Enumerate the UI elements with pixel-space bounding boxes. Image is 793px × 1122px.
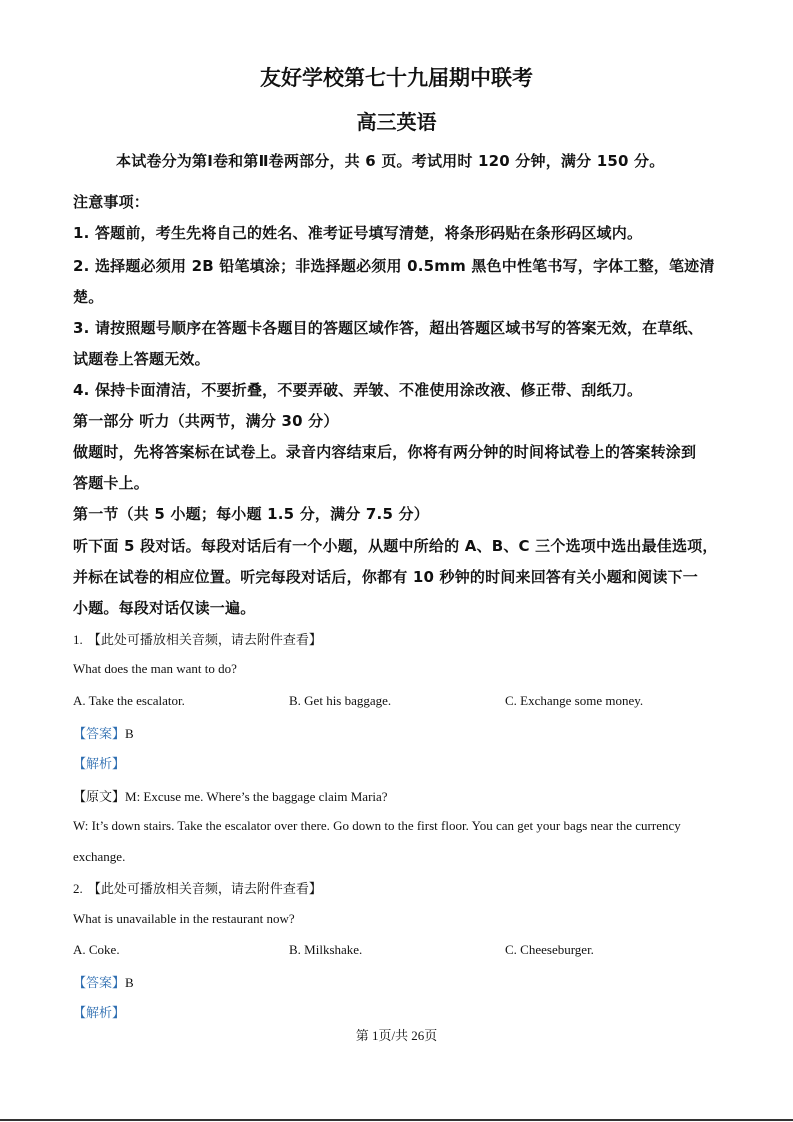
question-number: 1.	[73, 632, 83, 647]
question-1-analysis-tag: 【解析】	[73, 757, 126, 772]
part1-instruction: 做题时，先将答案标在试卷上。录音内容结束后，你将有两分钟的时间将试卷上的答案转涂到	[73, 443, 697, 461]
notice-item-3: 3. 请按照题号顺序在答题卡各题目的答题区域作答，超出答题区域书写的答案无效，在草纸、	[73, 319, 703, 337]
answer-tag: 【答案】	[73, 727, 126, 742]
question-2-option-a: A. Coke.	[73, 942, 120, 957]
question-1-original-w: W: It’s down stairs. Take the escalator over there. Go down to the first floor. You can get your bags near the currency	[73, 818, 681, 833]
answer-value: B	[125, 726, 134, 741]
notice-item-1: 1. 答题前，考生先将自己的姓名、准考证号填写清楚，将条形码贴在条形码区域内。	[73, 224, 643, 242]
question-2-option-c: C. Cheeseburger.	[505, 942, 594, 957]
original-tag: 【原文】	[73, 790, 126, 805]
question-number: 2.	[73, 881, 83, 896]
question-1-audio[interactable]	[73, 629, 322, 648]
audio-hint: 【此处可播放相关音频，请去附件查看】	[87, 633, 322, 648]
question-2-answer	[73, 972, 134, 991]
part1-heading: 第一部分 听力（共两节，满分 30 分）	[73, 412, 339, 430]
section1-heading: 第一节（共 5 小题；每小题 1.5 分，满分 7.5 分）	[73, 505, 429, 523]
question-2-analysis-tag: 【解析】	[73, 1006, 126, 1021]
exam-intro: 本试卷分为第Ⅰ卷和第Ⅱ卷两部分，共 6 页。考试用时 120 分钟，满分 150 分。	[116, 152, 665, 170]
question-1-option-b: B. Get his baggage.	[289, 693, 392, 708]
page-footer: 第 1页/共 26页	[355, 1028, 438, 1043]
question-2-option-b: B. Milkshake.	[289, 942, 363, 957]
section1-instruction-cont2: 小题。每段对话仅读一遍。	[73, 599, 256, 617]
subject-title: 高三英语	[356, 110, 437, 134]
question-1-original-w-cont: exchange.	[73, 849, 126, 864]
notice-item-3-cont: 试题卷上答题无效。	[73, 350, 210, 368]
part1-instruction-cont: 答题卡上。	[73, 474, 150, 492]
answer-tag: 【答案】	[73, 976, 126, 991]
question-1-option-a: A. Take the escalator.	[73, 693, 185, 708]
question-2-text: What is unavailable in the restaurant now?	[73, 911, 295, 926]
exam-title: 友好学校第七十九届期中联考	[260, 65, 533, 90]
question-1-original	[73, 786, 388, 805]
notice-item-4: 4. 保持卡面清洁，不要折叠，不要弄破、弄皱、不准使用涂改液、修正带、刮纸刀。	[73, 381, 643, 399]
section1-instruction: 听下面 5 段对话。每段对话后有一个小题，从题中所给的 A、B、C 三个选项中选出最佳选项，	[73, 537, 718, 555]
notice-item-2-cont: 楚。	[73, 288, 104, 306]
notice-item-2: 2. 选择题必须用 2B 铅笔填涂；非选择题必须用 0.5mm 黑色中性笔书写，字体工整，笔迹清	[73, 257, 715, 275]
audio-hint: 【此处可播放相关音频，请去附件查看】	[87, 882, 322, 897]
page-bottom-divider	[0, 1119, 793, 1121]
question-2-audio[interactable]	[73, 878, 322, 897]
question-1-text: What does the man want to do?	[73, 661, 237, 676]
section1-instruction-cont1: 并标在试卷的相应位置。听完每段对话后，你都有 10 秒钟的时间来回答有关小题和阅读下一	[73, 568, 698, 586]
original-text: M: Excuse me. Where’s the baggage claim Maria?	[125, 789, 388, 804]
notice-heading: 注意事项：	[73, 193, 150, 211]
question-1-answer	[73, 723, 134, 742]
answer-value: B	[125, 975, 134, 990]
question-1-option-c: C. Exchange some money.	[505, 693, 644, 708]
